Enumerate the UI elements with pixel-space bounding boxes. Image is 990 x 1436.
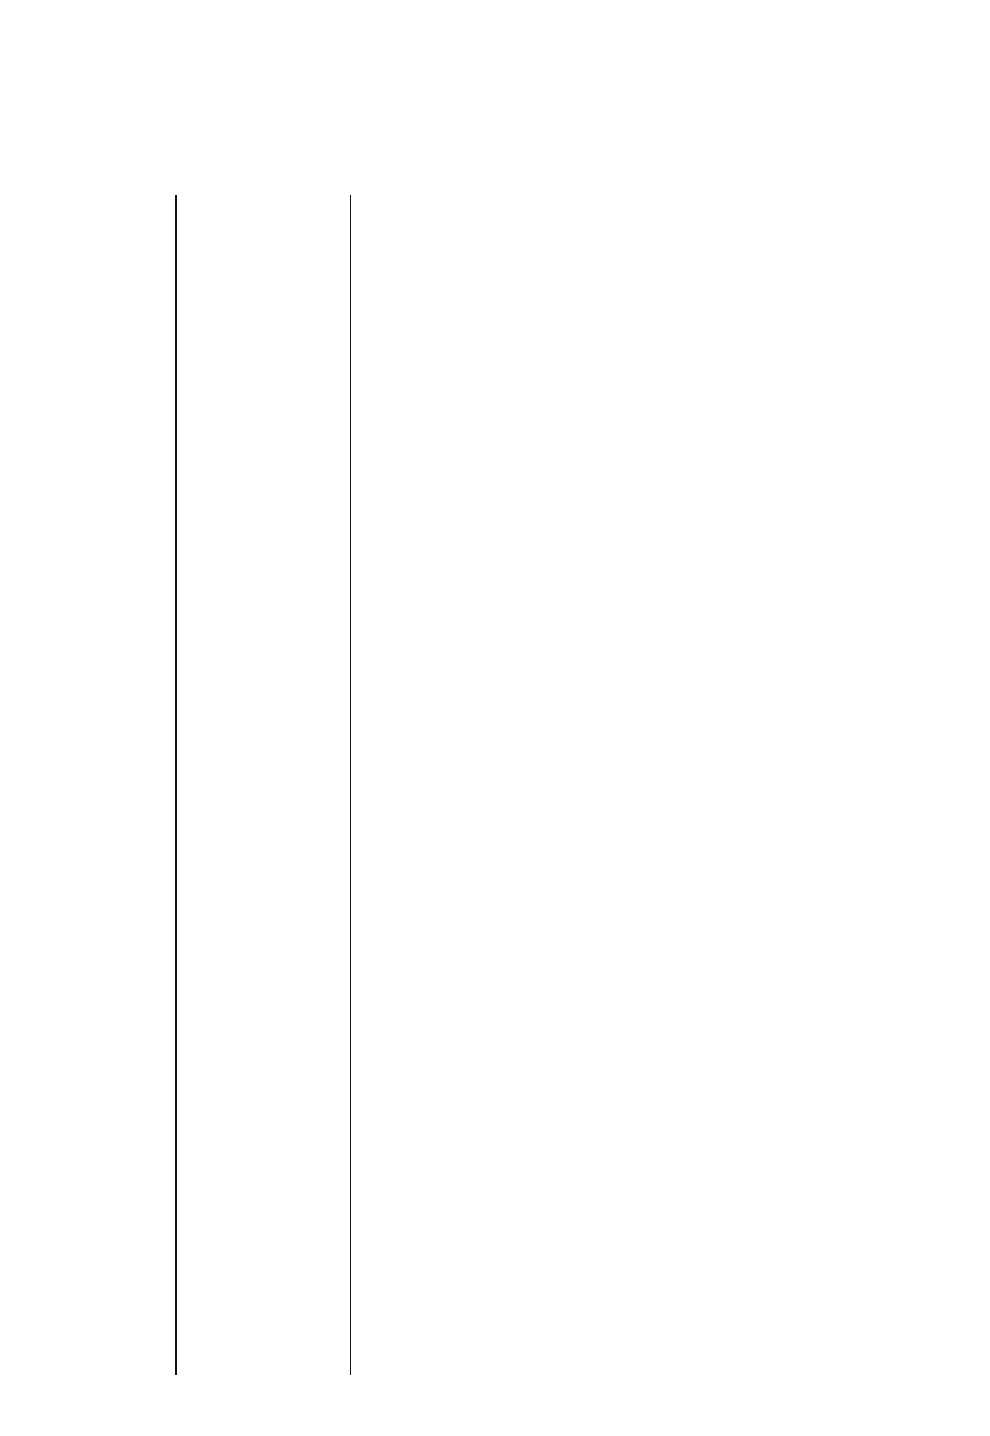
header-bottom-rule [350,195,351,1375]
rotated-table [85,195,915,1375]
table-top-rule [175,195,177,1375]
